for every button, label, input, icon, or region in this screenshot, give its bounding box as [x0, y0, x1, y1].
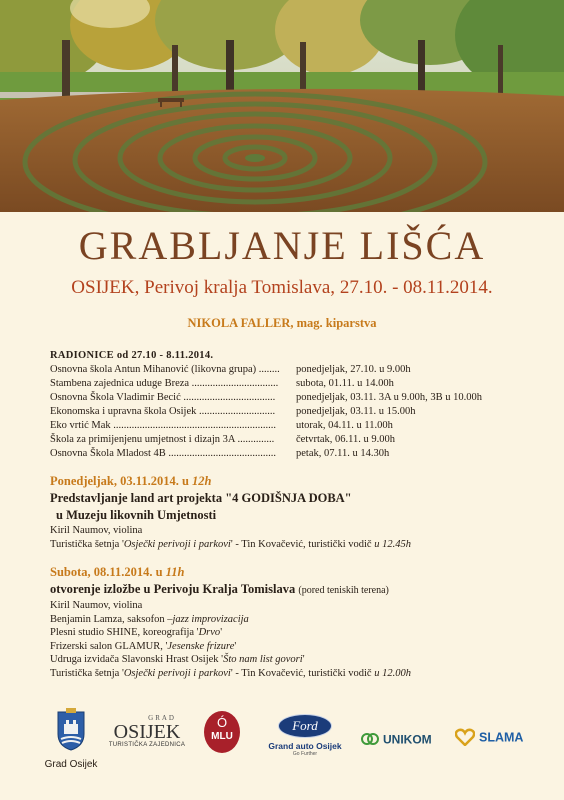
- tz-osijek-wordmark: OSIJEK: [113, 721, 181, 743]
- slama-logo: [455, 728, 535, 746]
- event-title-venue: u Muzeju likovnih Umjetnosti: [56, 508, 217, 522]
- workshop-name: Osnovna škola Antun Mihanović (likovna grupa) ........: [50, 364, 280, 375]
- ford-tagline: Go Further: [292, 751, 318, 757]
- heart-icon: [455, 728, 475, 746]
- workshop-time: ponedjeljak, 03.11. 3A u 9.00h, 3B u 10.00h: [296, 392, 482, 403]
- ford-oval-icon: Ford: [278, 714, 332, 738]
- subtitle-location: OSIJEK, Perivoj kralja Tomislava,: [71, 277, 336, 298]
- workshops-header: RADIONICE od 27.10 - 8.11.2014.: [50, 350, 214, 361]
- grad-osijek-logo: [44, 708, 98, 770]
- workshop-time: ponedjeljak, 27.10. u 9.00h: [296, 364, 411, 375]
- ford-dealer-name: Grand auto Osijek: [268, 741, 342, 751]
- event-performer: Benjamin Lamza, saksofon –jazz improvizacija: [50, 613, 249, 625]
- unikom-logo: [361, 730, 443, 748]
- tz-caption: TURISTIČKA ZAJEDNICA: [108, 742, 186, 748]
- unikom-wordmark: UNIKOM: [383, 732, 432, 747]
- event-title-note: (pored teniskih terena): [298, 585, 389, 596]
- mlu-top: Ó: [216, 715, 228, 730]
- subtitle: [0, 277, 564, 299]
- event-tour: Turistička šetnja 'Osječki perivoji i parkovi' - Tin Kovačević, turistički vodič u 12.45h: [50, 538, 411, 550]
- event-performer: Frizerski salon GLAMUR, 'Jesenske frizure': [50, 640, 237, 652]
- event-performer: Kiril Naumov, violina: [50, 600, 143, 611]
- event-tour: Turistička šetnja 'Osječki perivoji i parkovi' - Tin Kovačević, turistički vodič u 12.00h: [50, 667, 411, 679]
- coat-of-arms-icon: [44, 708, 98, 754]
- workshop-name: Osnovna Škola Vladimir Becić ...................................: [50, 392, 276, 403]
- event-date: Ponedjeljak, 03.11.2014. u 12h: [50, 474, 212, 488]
- event-title: otvorenje izložbe u Perivoju Kralja Tomislava (pored teniskih terena): [50, 582, 389, 596]
- ford-logo: [262, 714, 348, 757]
- event-monday: [50, 473, 520, 551]
- event-saturday: [50, 564, 520, 680]
- event-title: Predstavljanje land art projekta "4 GODIŠNJA DOBA": [50, 491, 352, 505]
- workshop-row: [50, 447, 520, 461]
- event-performer: Udruga izvidača Slavonski Hrast Osijek 'Što nam list govori': [50, 654, 305, 665]
- workshop-row: [50, 419, 520, 433]
- slama-wordmark: SLAMA: [479, 730, 524, 745]
- author: NIKOLA FALLER, mag. kiparstva: [187, 316, 377, 330]
- unikom-rings-icon: [361, 732, 379, 746]
- workshop-row: [50, 377, 520, 391]
- tz-grad-label: GRAD: [148, 714, 176, 722]
- subtitle-dates: 27.10. - 08.11.2014.: [339, 277, 493, 298]
- tz-osijek-logo: [106, 714, 188, 748]
- sponsor-logos: [0, 708, 564, 778]
- workshop-time: ponedjeljak, 03.11. u 15.00h: [296, 406, 416, 417]
- workshop-row: [50, 391, 520, 405]
- workshop-name: Osnovna Škola Mladost 4B .........................................: [50, 448, 277, 459]
- workshop-name: Stambena zajednica uduge Breza .................................: [50, 378, 279, 389]
- workshop-name: Eko vrtić Mak ..............................................................: [50, 420, 277, 431]
- page-title: GRABLJANJE LIŠĆA: [78, 223, 486, 268]
- mlu-label: MLU: [211, 731, 233, 742]
- workshop-name: Ekonomska i upravna škola Osijek .............................: [50, 406, 276, 417]
- workshop-row: [50, 433, 520, 447]
- park-photo: [0, 0, 564, 212]
- workshop-row: [50, 405, 520, 419]
- workshop-time: subota, 01.11. u 14.00h: [296, 378, 394, 389]
- workshop-time: petak, 07.11. u 14.30h: [296, 448, 390, 459]
- workshop-time: četvrtak, 06.11. u 9.00h: [296, 434, 396, 445]
- workshop-row: [50, 363, 520, 377]
- event-performer: Kiril Naumov, violina: [50, 525, 143, 536]
- workshop-time: utorak, 04.11. u 11.00h: [296, 420, 393, 431]
- event-date: Subota, 08.11.2014. u 11h: [50, 565, 185, 579]
- workshop-name: Škola za primijenjenu umjetnost i dizajn 3A ..............: [50, 434, 275, 445]
- grad-osijek-label: Grad Osijek: [44, 759, 98, 770]
- event-performer: Plesni studio SHINE, koreografija 'Drvo': [50, 627, 223, 638]
- mlu-logo: [203, 710, 241, 754]
- workshops-section: [50, 349, 520, 461]
